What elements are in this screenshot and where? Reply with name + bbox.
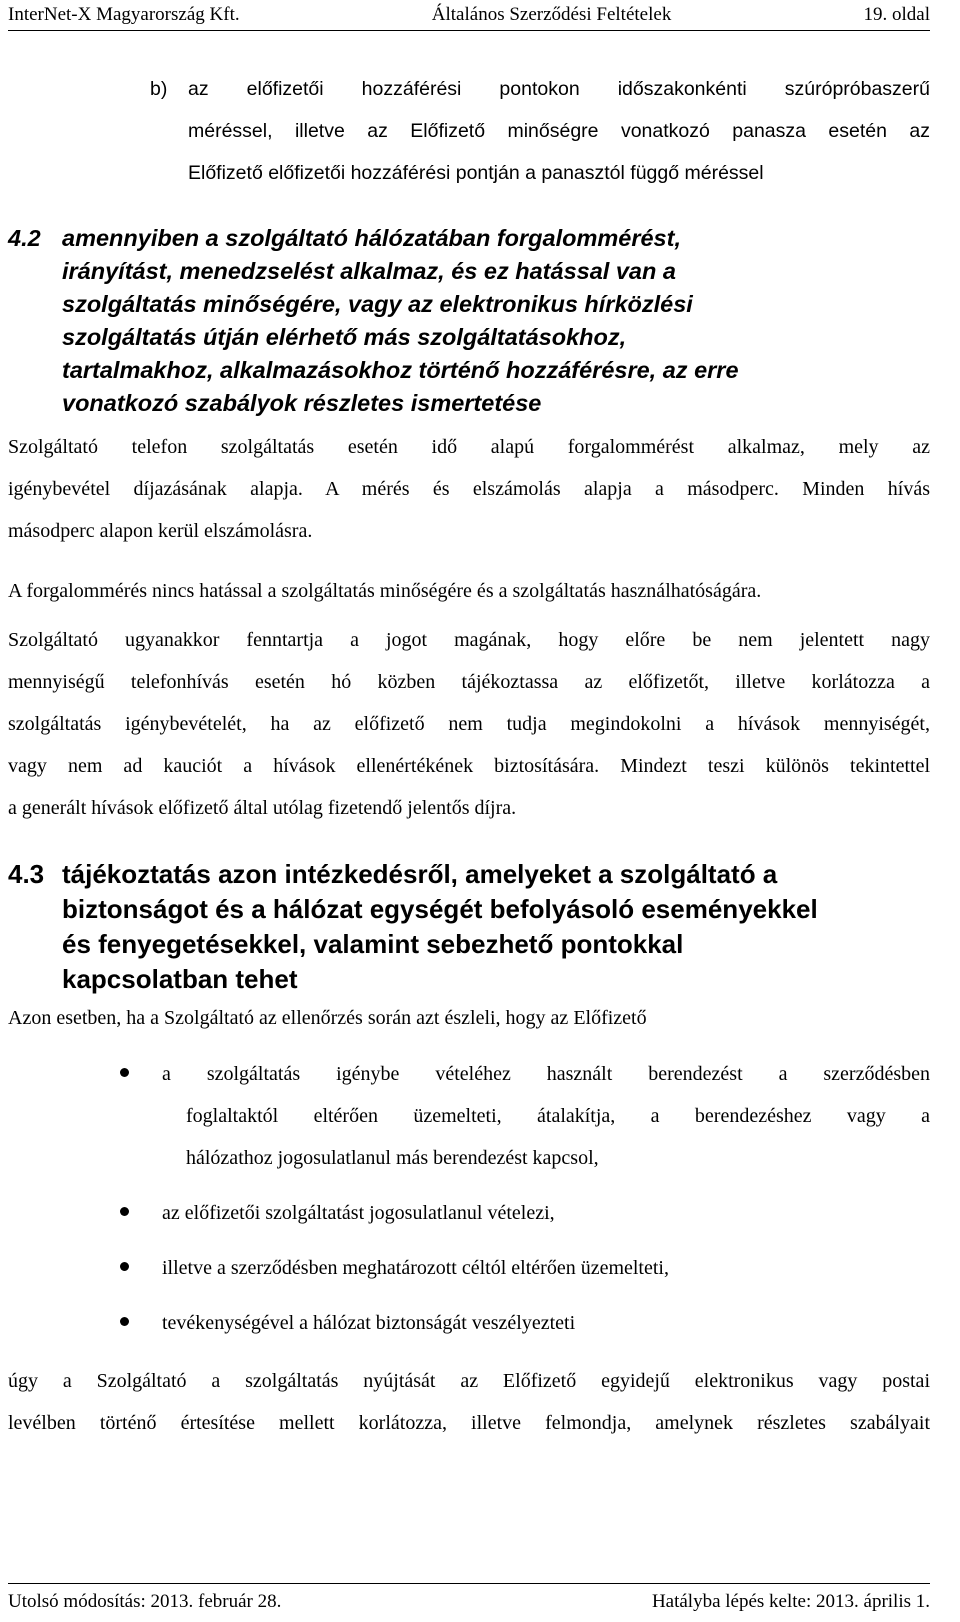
paragraph-line: A forgalommérés nincs hatással a szolgáltatás minőségére és a szolgáltatás használhatóságára. — [8, 580, 762, 602]
bullet-icon — [120, 1068, 129, 1077]
bullet-line: az előfizetői szolgáltatást jogosulatlanul vételezi, — [162, 1202, 555, 1224]
paragraph-line: igénybevétel díjazásának alapja. A mérés és elszámolás alapja a másodperc. Minden hívás — [8, 478, 930, 500]
heading-line: vonatkozó szabályok részletes ismertetése — [62, 390, 542, 416]
list-item-b — [150, 68, 930, 194]
paragraph-no-impact — [8, 570, 930, 612]
paragraph-line: Szolgáltató ugyanakkor fenntartja a jogot magának, hogy előre be nem jelentett nagy — [8, 629, 930, 651]
paragraph-line: levélben történő értesítése mellett korlátozza, illetve felmondja, amelynek részletes szabályait — [8, 1412, 930, 1434]
paragraph-line: vagy nem ad kauciót a hívások ellenértékének biztosítására. Mindezt teszi különös tekintettel — [8, 755, 930, 777]
section-4-3-heading — [8, 857, 930, 997]
page-header — [8, 0, 930, 30]
heading-line: irányítást, menedzselést alkalmaz, és ez hatással van a — [62, 258, 676, 284]
header-page-number: 19. oldal — [863, 4, 930, 25]
paragraph-line: szolgáltatás igénybevételét, ha az előfizető nem tudja megindokolni a hívások mennyiségét, — [8, 713, 930, 735]
list-item — [120, 1053, 930, 1179]
heading-line: tájékoztatás azon intézkedésről, amelyeket a szolgáltató a — [62, 859, 778, 889]
bullet-line: foglaltaktól eltérően üzemelteti, átalakítja, a berendezéshez vagy a — [186, 1105, 930, 1127]
section-number: 4.3 — [8, 859, 45, 889]
paragraph-restriction — [8, 619, 930, 829]
footer-divider — [8, 1583, 930, 1584]
heading-line: biztonságot és a hálózat egységét befolyásoló eseményekkel — [62, 894, 818, 924]
heading-line: szolgáltatás útján elérhető más szolgáltatásokhoz, — [62, 324, 627, 350]
heading-line: amennyiben a szolgáltató hálózatában forgalommérést, — [62, 225, 681, 251]
paragraph-closing — [8, 1360, 930, 1444]
section-4-2-heading — [8, 222, 930, 420]
paragraph-line: mennyiségű telefonhívás esetén hó közben tájékoztassa az előfizetőt, illetve korlátozza a — [8, 671, 930, 693]
list-item — [120, 1302, 930, 1344]
item-b-line: Előfizető előfizetői hozzáférési pontján a panasztól függő méréssel — [188, 162, 764, 184]
item-b-line: méréssel, illetve az Előfizető minőségre vonatkozó panasza esetén az — [188, 120, 930, 142]
header-company: InterNet-X Magyarország Kft. — [8, 4, 240, 25]
heading-line: és fenyegetésekkel, valamint sebezhető pontokkal — [62, 929, 684, 959]
heading-line: kapcsolatban tehet — [62, 964, 298, 994]
footer-modified-date: Utolsó módosítás: 2013. február 28. — [8, 1591, 282, 1612]
header-divider — [8, 30, 930, 31]
section-number: 4.2 — [8, 225, 41, 251]
footer-effective-date: Hatályba lépés kelte: 2013. április 1. — [651, 1591, 930, 1612]
bullet-line: hálózathoz jogosulatlanul más berendezést kapcsol, — [186, 1147, 599, 1169]
paragraph-line: Szolgáltató telefon szolgáltatás esetén idő alapú forgalommérést alkalmaz, mely az — [8, 436, 930, 458]
heading-line: tartalmakhoz, alkalmazásokhoz történő hozzáférésre, az erre — [62, 357, 739, 383]
bullet-icon — [120, 1317, 129, 1326]
header-title: Általános Szerződési Feltételek — [431, 4, 672, 25]
paragraph-line: másodperc alapon kerül elszámolásra. — [8, 520, 313, 542]
paragraph-line: Azon esetben, ha a Szolgáltató az ellenőrzés során azt észleli, hogy az Előfizető — [8, 1007, 647, 1029]
page-footer — [8, 1588, 930, 1616]
bullet-list — [120, 1053, 930, 1344]
list-item — [120, 1247, 930, 1289]
paragraph-intro — [8, 997, 930, 1039]
list-item — [120, 1192, 930, 1234]
item-b-line: az előfizetői hozzáférési pontokon időszakonkénti szúrópróbaszerű — [188, 78, 930, 100]
bullet-icon — [120, 1207, 129, 1216]
paragraph-line: a generált hívások előfizető által utólag fizetendő jelentős díjra. — [8, 797, 517, 819]
bullet-line: illetve a szerződésben meghatározott céltól eltérően üzemelteti, — [162, 1257, 669, 1279]
heading-line: szolgáltatás minőségére, vagy az elektronikus hírközlési — [62, 291, 693, 317]
item-b-label: b) — [150, 78, 168, 100]
bullet-line: tevékenységével a hálózat biztonságát veszélyezteti — [162, 1312, 576, 1334]
bullet-icon — [120, 1262, 129, 1271]
paragraph-time-based-measurement — [8, 426, 930, 552]
bullet-line: a szolgáltatás igénybe vételéhez használt berendezést a szerződésben — [162, 1063, 930, 1085]
paragraph-line: úgy a Szolgáltató a szolgáltatás nyújtását az Előfizető egyidejű elektronikus vagy postai — [8, 1370, 930, 1392]
